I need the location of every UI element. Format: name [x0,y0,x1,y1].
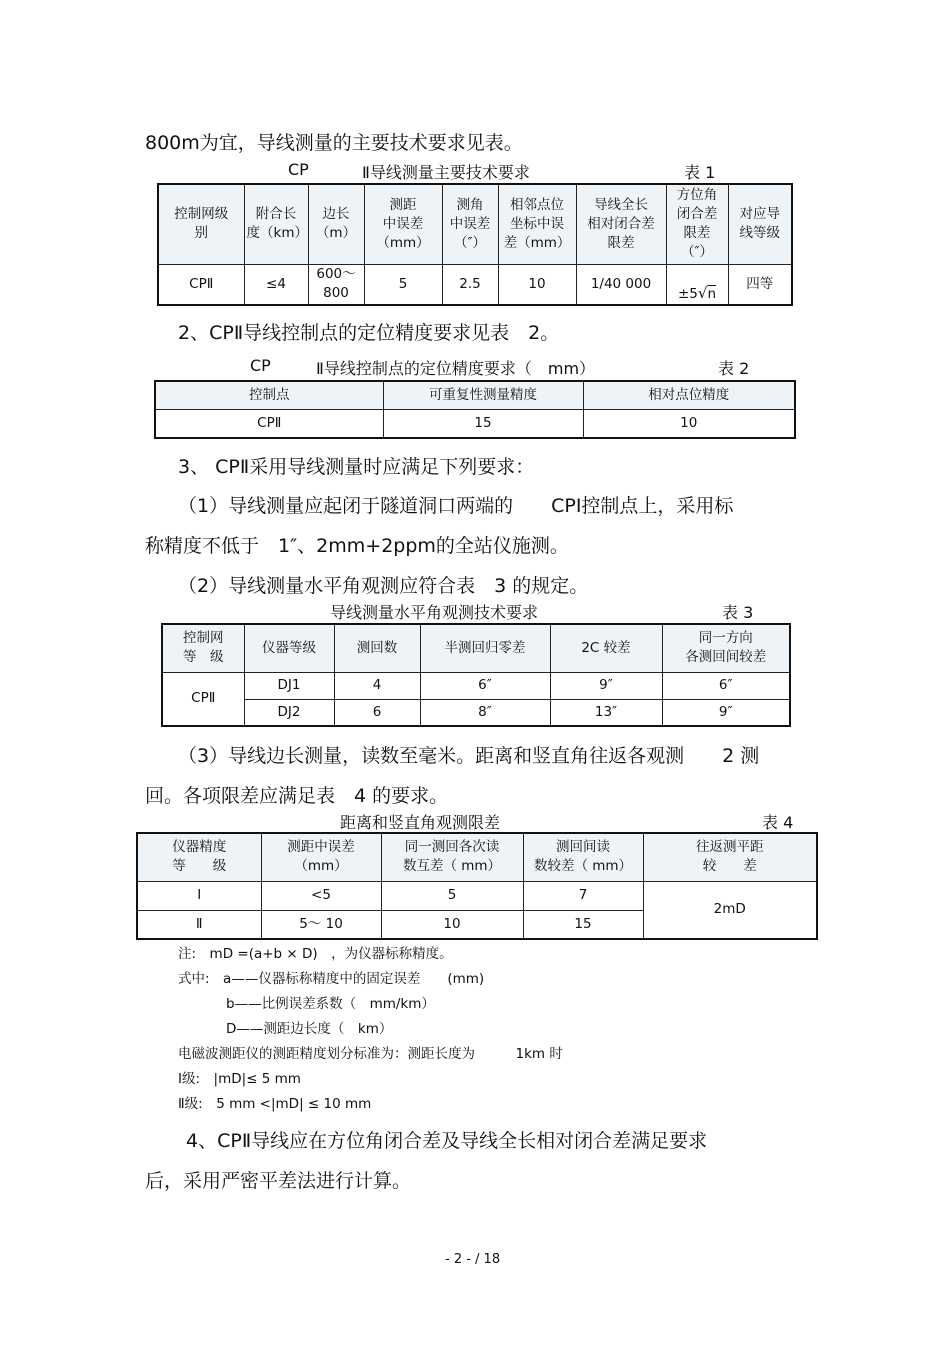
table2-header-row [155,381,795,409]
table2-header-cell: 控制点 [155,381,383,409]
paragraph-6-line-1: （3）导线边长测量，读数至毫米。距离和竖直角往返各观测 2 测 [178,745,760,767]
table3-header-cell: 半测回归零差 [420,624,550,672]
table1-cell-azimuth [666,264,728,305]
table1-cell: 1/40 000 [576,264,666,305]
table3-header-cell: 测回数 [334,624,420,672]
table1-header-row [158,184,792,264]
table4-header-cell: 仪器精度 等 级 [137,833,261,881]
table4-header-cell: 测距中误差 （mm） [261,833,381,881]
table1-cell: 600～ 800 [308,264,364,305]
table3-cell: 9″ [662,699,790,726]
table4-merged-cell: 2mD [643,881,817,939]
table2-cell: 10 [583,409,795,438]
table3-cell: 6 [334,699,420,726]
table4-caption-title: 距离和竖直角观测限差 [340,813,501,832]
table4-header-row [137,833,817,881]
table3-caption-number: 表 3 [722,603,754,622]
table-3 [161,623,791,727]
note-line: 电磁波测距仪的测距精度划分标准为：测距长度为 1km 时 [178,1046,563,1062]
table2-header-cell: 相对点位精度 [583,381,795,409]
paragraph-5: （2）导线测量水平角观测应符合表 3 的规定。 [178,575,589,597]
table1-header-cell: 测角 中误差 （″） [442,184,498,264]
table1-header-cell: 方位角 闭合差 限差 （″） [666,184,728,264]
sqrt-n-value: n [707,285,717,302]
table3-cell: DJ1 [244,672,334,699]
table3-header-cell: 2C 较差 [550,624,662,672]
table4-header-cell: 往返测平距 较 差 [643,833,817,881]
table1-cell: ≤4 [244,264,308,305]
table1-header-cell: 控制网级 别 [158,184,244,264]
table3-cell: 8″ [420,699,550,726]
table-1 [157,183,793,306]
azimuth-limit-value: ±5 [677,285,698,302]
table1-cell: 10 [498,264,576,305]
table1-cell: CPⅡ [158,264,244,305]
table3-header-cell: 控制网 等 级 [162,624,244,672]
table1-header-cell: 测距 中误差 （mm） [364,184,442,264]
table1-caption-prefix: CP [288,160,309,179]
paragraph-3: 3、 CPⅡ采用导线测量时应满足下列要求： [178,456,535,478]
table3-cell: 13″ [550,699,662,726]
table3-data-row [162,699,790,726]
table1-caption-number: 表 1 [684,163,716,182]
table4-cell: 5～ 10 [261,910,381,939]
page-number: - 2 - / 18 [445,1252,501,1267]
table2-caption-title: Ⅱ导线控制点的定位精度要求（ mm） [316,359,596,378]
note-line: 注: mD =(a+b × D) ，为仪器标称精度。 [178,946,453,962]
paragraph-4-line-2: 称精度不低于 1″、2mm+2ppm的全站仪施测。 [145,535,569,557]
table1-cell: 5 [364,264,442,305]
table3-cell: 6″ [662,672,790,699]
square-root-symbol: √ [697,283,708,302]
note-line: Ⅰ级: |mD|≤ 5 mm [178,1071,301,1087]
table2-cell: 15 [383,409,583,438]
note-line: 式中: a——仪器标称精度中的固定误差 (mm) [178,971,485,987]
table4-cell: 10 [381,910,523,939]
table3-cell: 4 [334,672,420,699]
table3-header-cell: 仪器等级 [244,624,334,672]
table3-caption-title: 导线测量水平角观测技术要求 [330,603,539,622]
table1-cell: 四等 [728,264,792,305]
table2-data-row [155,409,795,438]
table-4 [136,832,818,940]
table4-cell: Ⅰ [137,881,261,910]
table4-cell: 7 [523,881,643,910]
table2-header-cell: 可重复性测量精度 [383,381,583,409]
table1-header-cell: 相邻点位 坐标中误 差（mm） [498,184,576,264]
table3-header-row [162,624,790,672]
table4-cell: 5 [381,881,523,910]
table1-header-cell: 边长 （m） [308,184,364,264]
table1-caption-title: Ⅱ导线测量主要技术要求 [362,163,530,182]
note-line: b——比例误差系数（ mm/km） [226,996,435,1012]
table1-cell: 2.5 [442,264,498,305]
table2-caption-number: 表 2 [718,359,750,378]
intro-paragraph: 800m为宜，导线测量的主要技术要求见表。 [145,132,523,154]
table-2 [154,380,796,439]
table3-level-cell: CPⅡ [162,672,244,726]
table4-caption-number: 表 4 [762,813,794,832]
note-line: Ⅱ级: 5 mm <|mD| ≤ 10 mm [178,1096,372,1112]
paragraph-4-line-1: （1）导线测量应起闭于隧道洞口两端的 CPⅠ控制点上，采用标 [178,495,734,517]
paragraph-7-line-2: 后，采用严密平差法进行计算。 [145,1170,412,1192]
table4-cell: <5 [261,881,381,910]
table4-cell: 15 [523,910,643,939]
paragraph-6-line-2: 回。各项限差应满足表 4 的要求。 [145,785,449,807]
note-line: D——测距边长度（ km） [226,1021,393,1037]
table2-caption-prefix: CP [250,356,271,375]
table2-cell: CPⅡ [155,409,383,438]
table4-header-cell: 测回间读 数较差（ mm） [523,833,643,881]
table4-cell: Ⅱ [137,910,261,939]
table3-header-cell: 同一方向 各测回间较差 [662,624,790,672]
paragraph-7-line-1: 4、CPⅡ导线应在方位角闭合差及导线全长相对闭合差满足要求 [186,1130,708,1152]
paragraph-2: 2、CPⅡ导线控制点的定位精度要求见表 2。 [178,322,560,344]
table3-cell: 9″ [550,672,662,699]
table4-data-row [137,881,817,910]
table1-header-cell: 附合长 度（km） [244,184,308,264]
table4-header-cell: 同一测回各次读 数互差（ mm） [381,833,523,881]
table3-data-row [162,672,790,699]
table1-header-cell: 对应导 线等级 [728,184,792,264]
table3-cell: DJ2 [244,699,334,726]
table1-header-cell: 导线全长 相对闭合差 限差 [576,184,666,264]
table1-data-row [158,264,792,305]
table3-cell: 6″ [420,672,550,699]
